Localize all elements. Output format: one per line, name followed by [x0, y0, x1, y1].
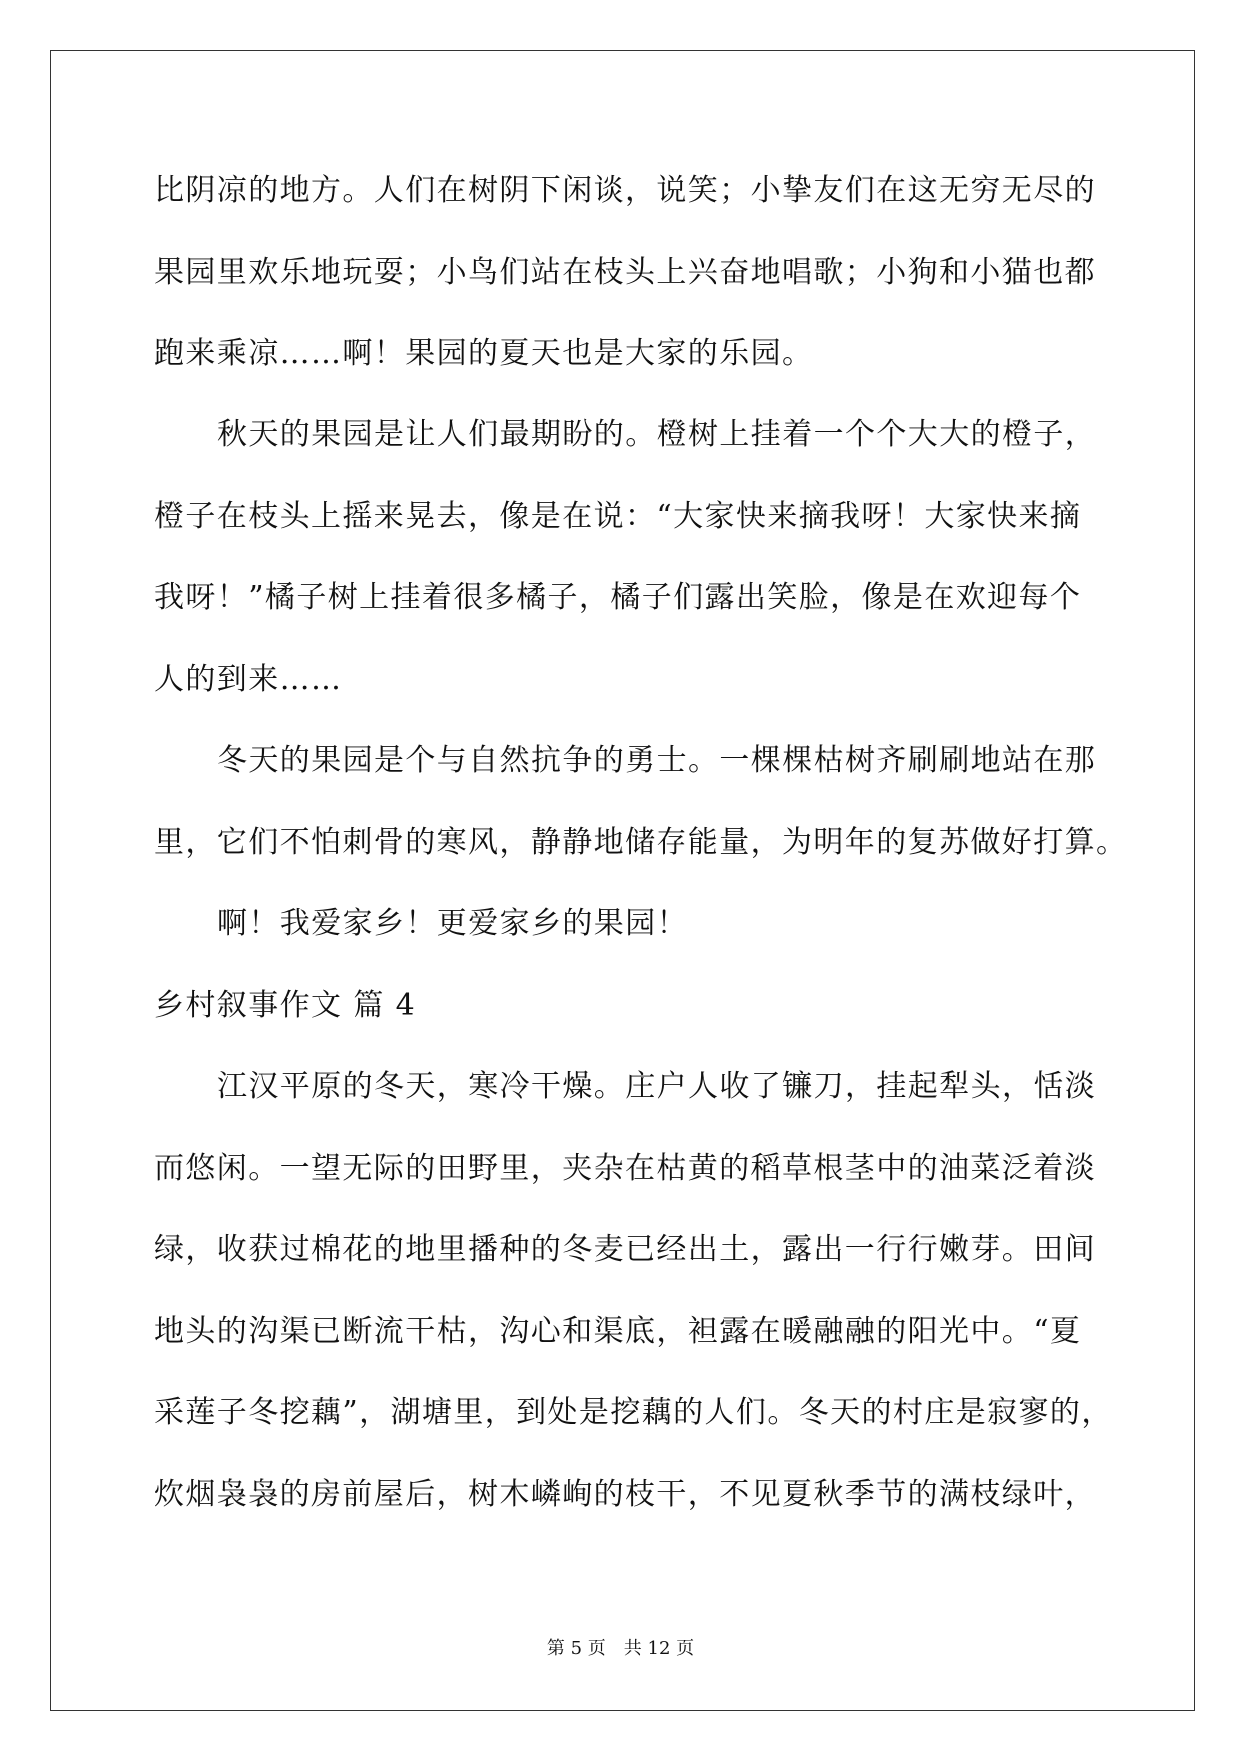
section-heading: 乡村叙事作文 篇 4 — [154, 988, 417, 1023]
text-line: 跑来乘凉……啊！果园的夏天也是大家的乐园。 — [154, 336, 814, 371]
text-line: 冬天的果园是个与自然抗争的勇士。一棵棵枯树齐刷刷地站在那 — [217, 743, 1097, 778]
page-border — [50, 50, 1195, 1711]
text-line: 人的到来…… — [154, 662, 343, 697]
text-line: 里，它们不怕刺骨的寒风，静静地储存能量，为明年的复苏做好打算。 — [154, 825, 1128, 860]
text-line: 果园里欢乐地玩耍；小鸟们站在枝头上兴奋地唱歌；小狗和小猫也都 — [154, 255, 1096, 290]
text-line: 啊！我爱家乡！更爱家乡的果园！ — [217, 906, 688, 941]
text-line: 比阴凉的地方。人们在树阴下闲谈，说笑；小挚友们在这无穷无尽的 — [154, 173, 1096, 208]
text-line: 地头的沟渠已断流干枯，沟心和渠底，袒露在暖融融的阳光中。“夏 — [154, 1314, 1082, 1349]
text-line: 炊烟袅袅的房前屋后，树木嶙峋的枝干，不见夏秋季节的满枝绿叶， — [154, 1477, 1096, 1512]
text-line: 我呀！”橘子树上挂着很多橘子，橘子们露出笑脸，像是在欢迎每个 — [154, 580, 1082, 615]
text-line: 绿，收获过棉花的地里播种的冬麦已经出土，露出一行行嫩芽。田间 — [154, 1232, 1096, 1267]
page-number-footer: 第 5 页 共 12 页 — [546, 1638, 695, 1659]
text-line: 江汉平原的冬天，寒冷干燥。庄户人收了镰刀，挂起犁头，恬淡 — [217, 1069, 1097, 1104]
text-line: 橙子在枝头上摇来晃去，像是在说：“大家快来摘我呀！大家快来摘 — [154, 499, 1082, 534]
text-line: 秋天的果园是让人们最期盼的。橙树上挂着一个个大大的橙子， — [217, 417, 1097, 452]
text-line: 采莲子冬挖藕”，湖塘里，到处是挖藕的人们。冬天的村庄是寂寥的， — [154, 1395, 1113, 1430]
text-line: 而悠闲。一望无际的田野里，夹杂在枯黄的稻草根茎中的油菜泛着淡 — [154, 1151, 1096, 1186]
